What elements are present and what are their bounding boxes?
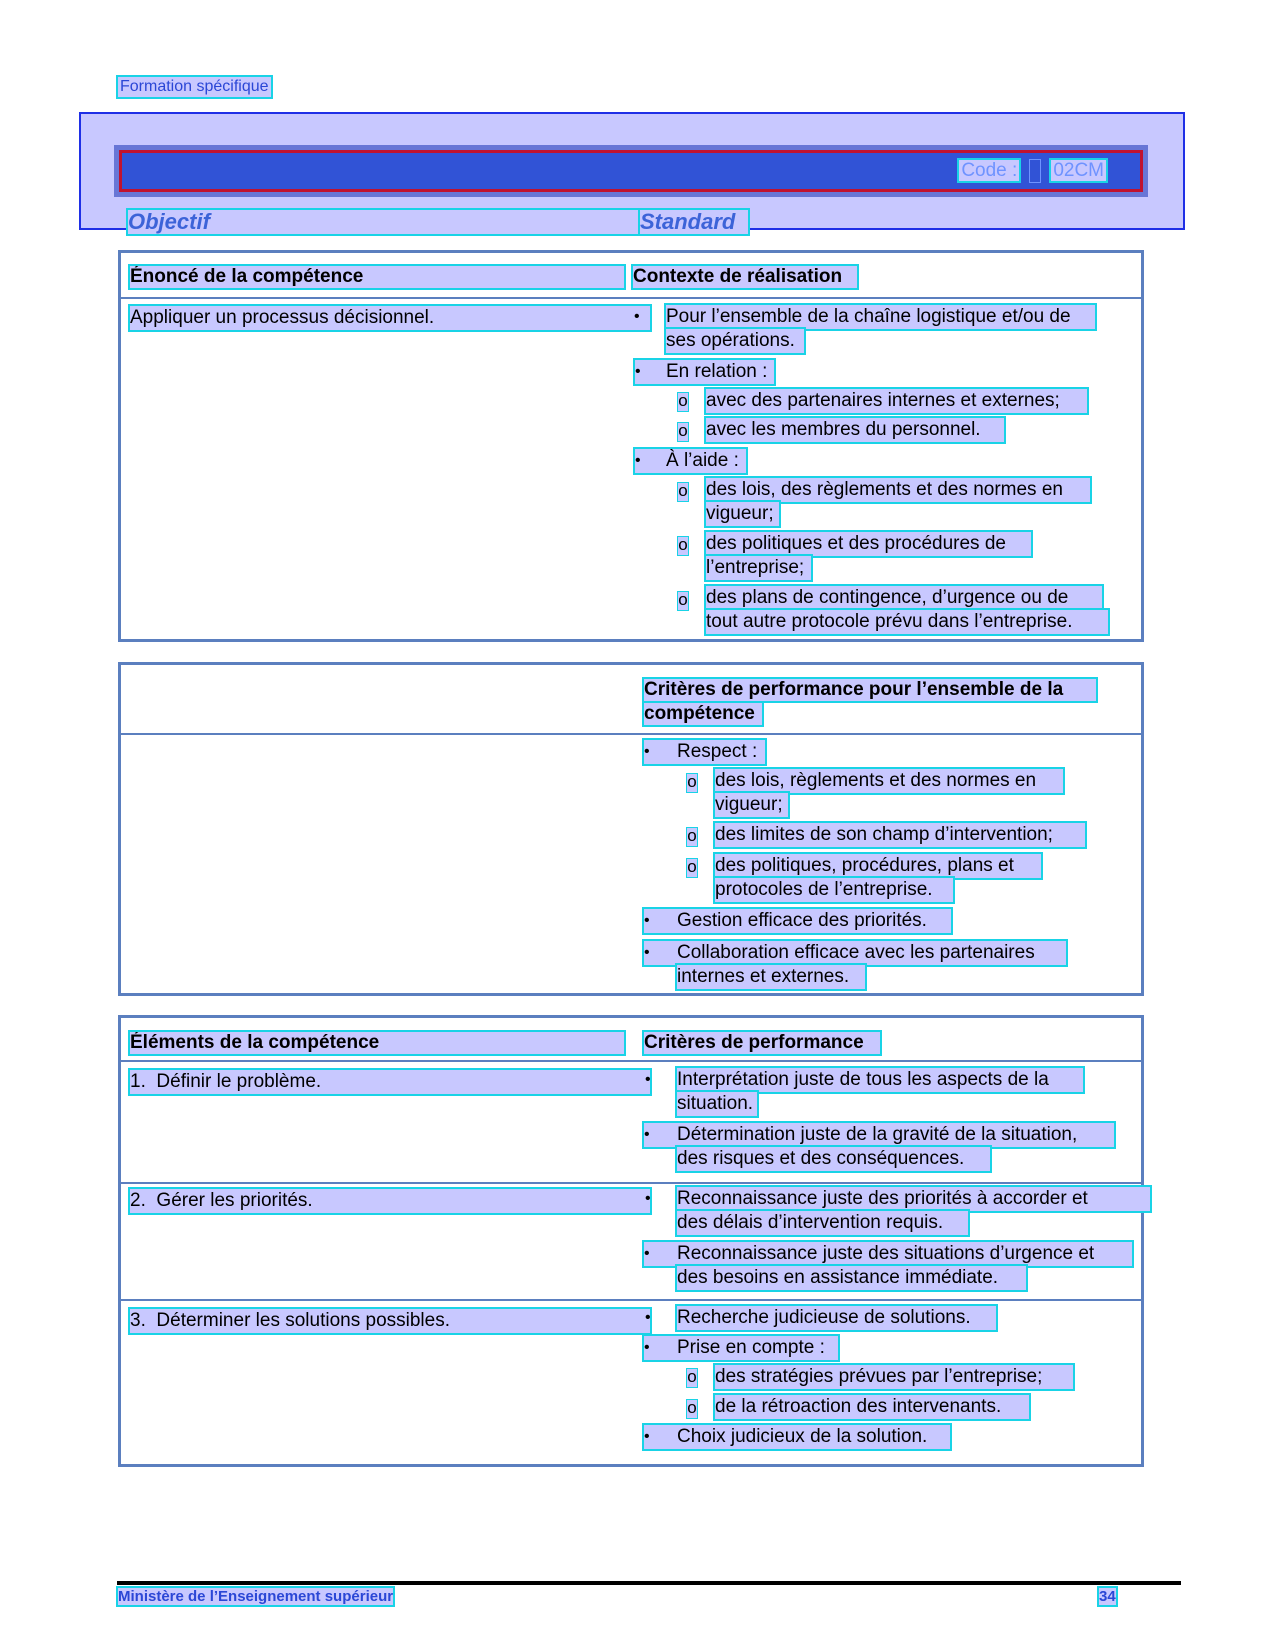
performance-criterion-cont: situation. [677, 1092, 757, 1116]
table-divider [121, 1182, 1141, 1184]
bullet-icon: • [644, 944, 650, 961]
objective-heading: Objectif [128, 210, 640, 234]
sub-bullet-icon [677, 536, 689, 556]
sub-bullet-icon [686, 773, 698, 793]
table-divider [121, 297, 1141, 299]
sub-bullet-icon [686, 1368, 698, 1388]
element-row [130, 1309, 650, 1333]
performance-criterion-cont: des besoins en assistance immédiate. [677, 1266, 1026, 1290]
table-divider [121, 1060, 1141, 1062]
global-criteria-table [118, 662, 1144, 996]
document-section-label: Formation spécifique [120, 78, 269, 95]
criteria-item-label: Gestion efficace des priorités. [677, 910, 927, 931]
competence-statement: Appliquer un processus décisionnel. [130, 306, 650, 330]
sub-bullet-icon [677, 422, 689, 442]
footer-ministry: Ministère de l’Enseignement supérieur [118, 1588, 394, 1605]
element-label: Définir le problème. [156, 1071, 322, 1092]
performance-criterion [644, 1123, 1114, 1147]
criteria-subitem: des lois, règlements et des normes en [715, 769, 1063, 793]
bullet-icon: • [645, 1309, 651, 1326]
performance-criterion [644, 1242, 1132, 1266]
criteria-item-label: Respect : [677, 741, 758, 762]
bullet-icon: • [635, 363, 641, 380]
competence-table [118, 250, 1144, 642]
code-value: 02CM [1053, 160, 1104, 182]
context-subitem: des politiques et des procédures de [706, 532, 1031, 556]
element-label: Déterminer les solutions possibles. [156, 1310, 450, 1331]
performance-criterion-cont: des risques et des conséquences. [677, 1147, 990, 1171]
criteria-item [644, 740, 765, 764]
context-item [635, 449, 746, 473]
context-subitem: avec les membres du personnel. [706, 418, 1004, 442]
element-number: 3. [130, 1310, 146, 1331]
criteria-subitem: des limites de son champ d’intervention; [715, 823, 1085, 847]
performance-criterion-label: Détermination juste de la gravité de la situation, [677, 1124, 1078, 1145]
col-header-elements: Éléments de la compétence [130, 1032, 624, 1054]
sub-bullet-icon [686, 827, 698, 847]
col-header-criteres: Critères de performance [644, 1032, 880, 1054]
context-item-label: À l’aide : [666, 450, 739, 471]
element-row [130, 1070, 650, 1094]
elements-table [118, 1015, 1144, 1467]
criteria-item-cont: internes et externes. [677, 965, 865, 989]
bullet-icon: • [644, 1126, 650, 1143]
criteria-item [644, 909, 951, 933]
bullet-icon: • [645, 1071, 651, 1088]
criteria-item-label: Collaboration efficace avec les partenaires [677, 942, 1035, 963]
performance-criterion-label: Prise en compte : [677, 1337, 825, 1358]
col-header-contexte: Contexte de réalisation [633, 266, 857, 288]
table-divider [121, 1299, 1141, 1301]
col-header-enonce: Énoncé de la compétence [130, 266, 624, 288]
performance-criterion-label: Reconnaissance juste des situations d’urgence et [677, 1243, 1095, 1264]
element-number: 1. [130, 1071, 146, 1092]
code-label [959, 159, 1106, 183]
performance-subcriterion: des stratégies prévues par l’entreprise; [715, 1365, 1073, 1389]
context-subitem-cont: tout autre protocole prévu dans l’entreprise. [706, 610, 1108, 634]
performance-criterion: Recherche judicieuse de solutions. [677, 1306, 996, 1330]
context-subitem-cont: l’entreprise; [706, 556, 811, 580]
global-criteria-header: Critères de performance pour l’ensemble de la [644, 679, 1096, 701]
performance-criterion: Interprétation juste de tous les aspects de la [677, 1068, 1083, 1092]
table-divider [121, 733, 1141, 735]
sub-bullet-icon [677, 591, 689, 611]
performance-criterion [644, 1425, 950, 1449]
footer-rule [117, 1581, 1181, 1585]
sub-bullet-icon [686, 1399, 698, 1419]
criteria-subitem-cont: vigueur; [715, 793, 788, 817]
performance-subcriterion: de la rétroaction des intervenants. [715, 1395, 1029, 1419]
bullet-icon: • [644, 912, 650, 929]
bullet-icon: • [645, 1190, 651, 1207]
performance-criterion-cont: des délais d’intervention requis. [677, 1211, 968, 1235]
page-number: 34 [1099, 1588, 1116, 1605]
context-item: Pour l’ensemble de la chaîne logistique et/ou de [666, 305, 1095, 329]
bullet-icon: • [644, 1339, 650, 1356]
context-item-cont: ses opérations. [666, 329, 804, 353]
context-subitem: des plans de contingence, d’urgence ou de [706, 586, 1102, 610]
performance-criterion: Reconnaissance juste des priorités à accorder et [677, 1187, 1150, 1211]
context-item [635, 360, 774, 384]
context-subitem: des lois, des règlements et des normes en [706, 478, 1090, 502]
criteria-subitem: des politiques, procédures, plans et [715, 854, 1041, 878]
bullet-icon: • [644, 1428, 650, 1445]
code-separator [1029, 159, 1041, 183]
code-caption: Code : [961, 160, 1018, 182]
criteria-subitem-cont: protocoles de l’entreprise. [715, 878, 953, 902]
bullet-icon: • [644, 1245, 650, 1262]
standard-heading: Standard [640, 210, 748, 234]
global-criteria-header-cont: compétence [644, 703, 762, 725]
performance-criterion [644, 1336, 838, 1360]
sub-bullet-icon [677, 482, 689, 502]
element-label: Gérer les priorités. [156, 1190, 313, 1211]
criteria-item [644, 941, 1066, 965]
element-number: 2. [130, 1190, 146, 1211]
performance-criterion-label: Choix judicieux de la solution. [677, 1426, 928, 1447]
sub-bullet-icon [686, 858, 698, 878]
element-row [130, 1189, 650, 1213]
context-subitem: avec des partenaires internes et externes; [706, 389, 1087, 413]
context-item-label: En relation : [666, 361, 768, 382]
bullet-icon: • [644, 743, 650, 760]
code-bar [119, 150, 1143, 192]
bullet-icon: • [635, 452, 641, 469]
bullet-icon: • [634, 308, 640, 325]
sub-bullet-icon [677, 392, 689, 412]
context-subitem-cont: vigueur; [706, 502, 779, 526]
